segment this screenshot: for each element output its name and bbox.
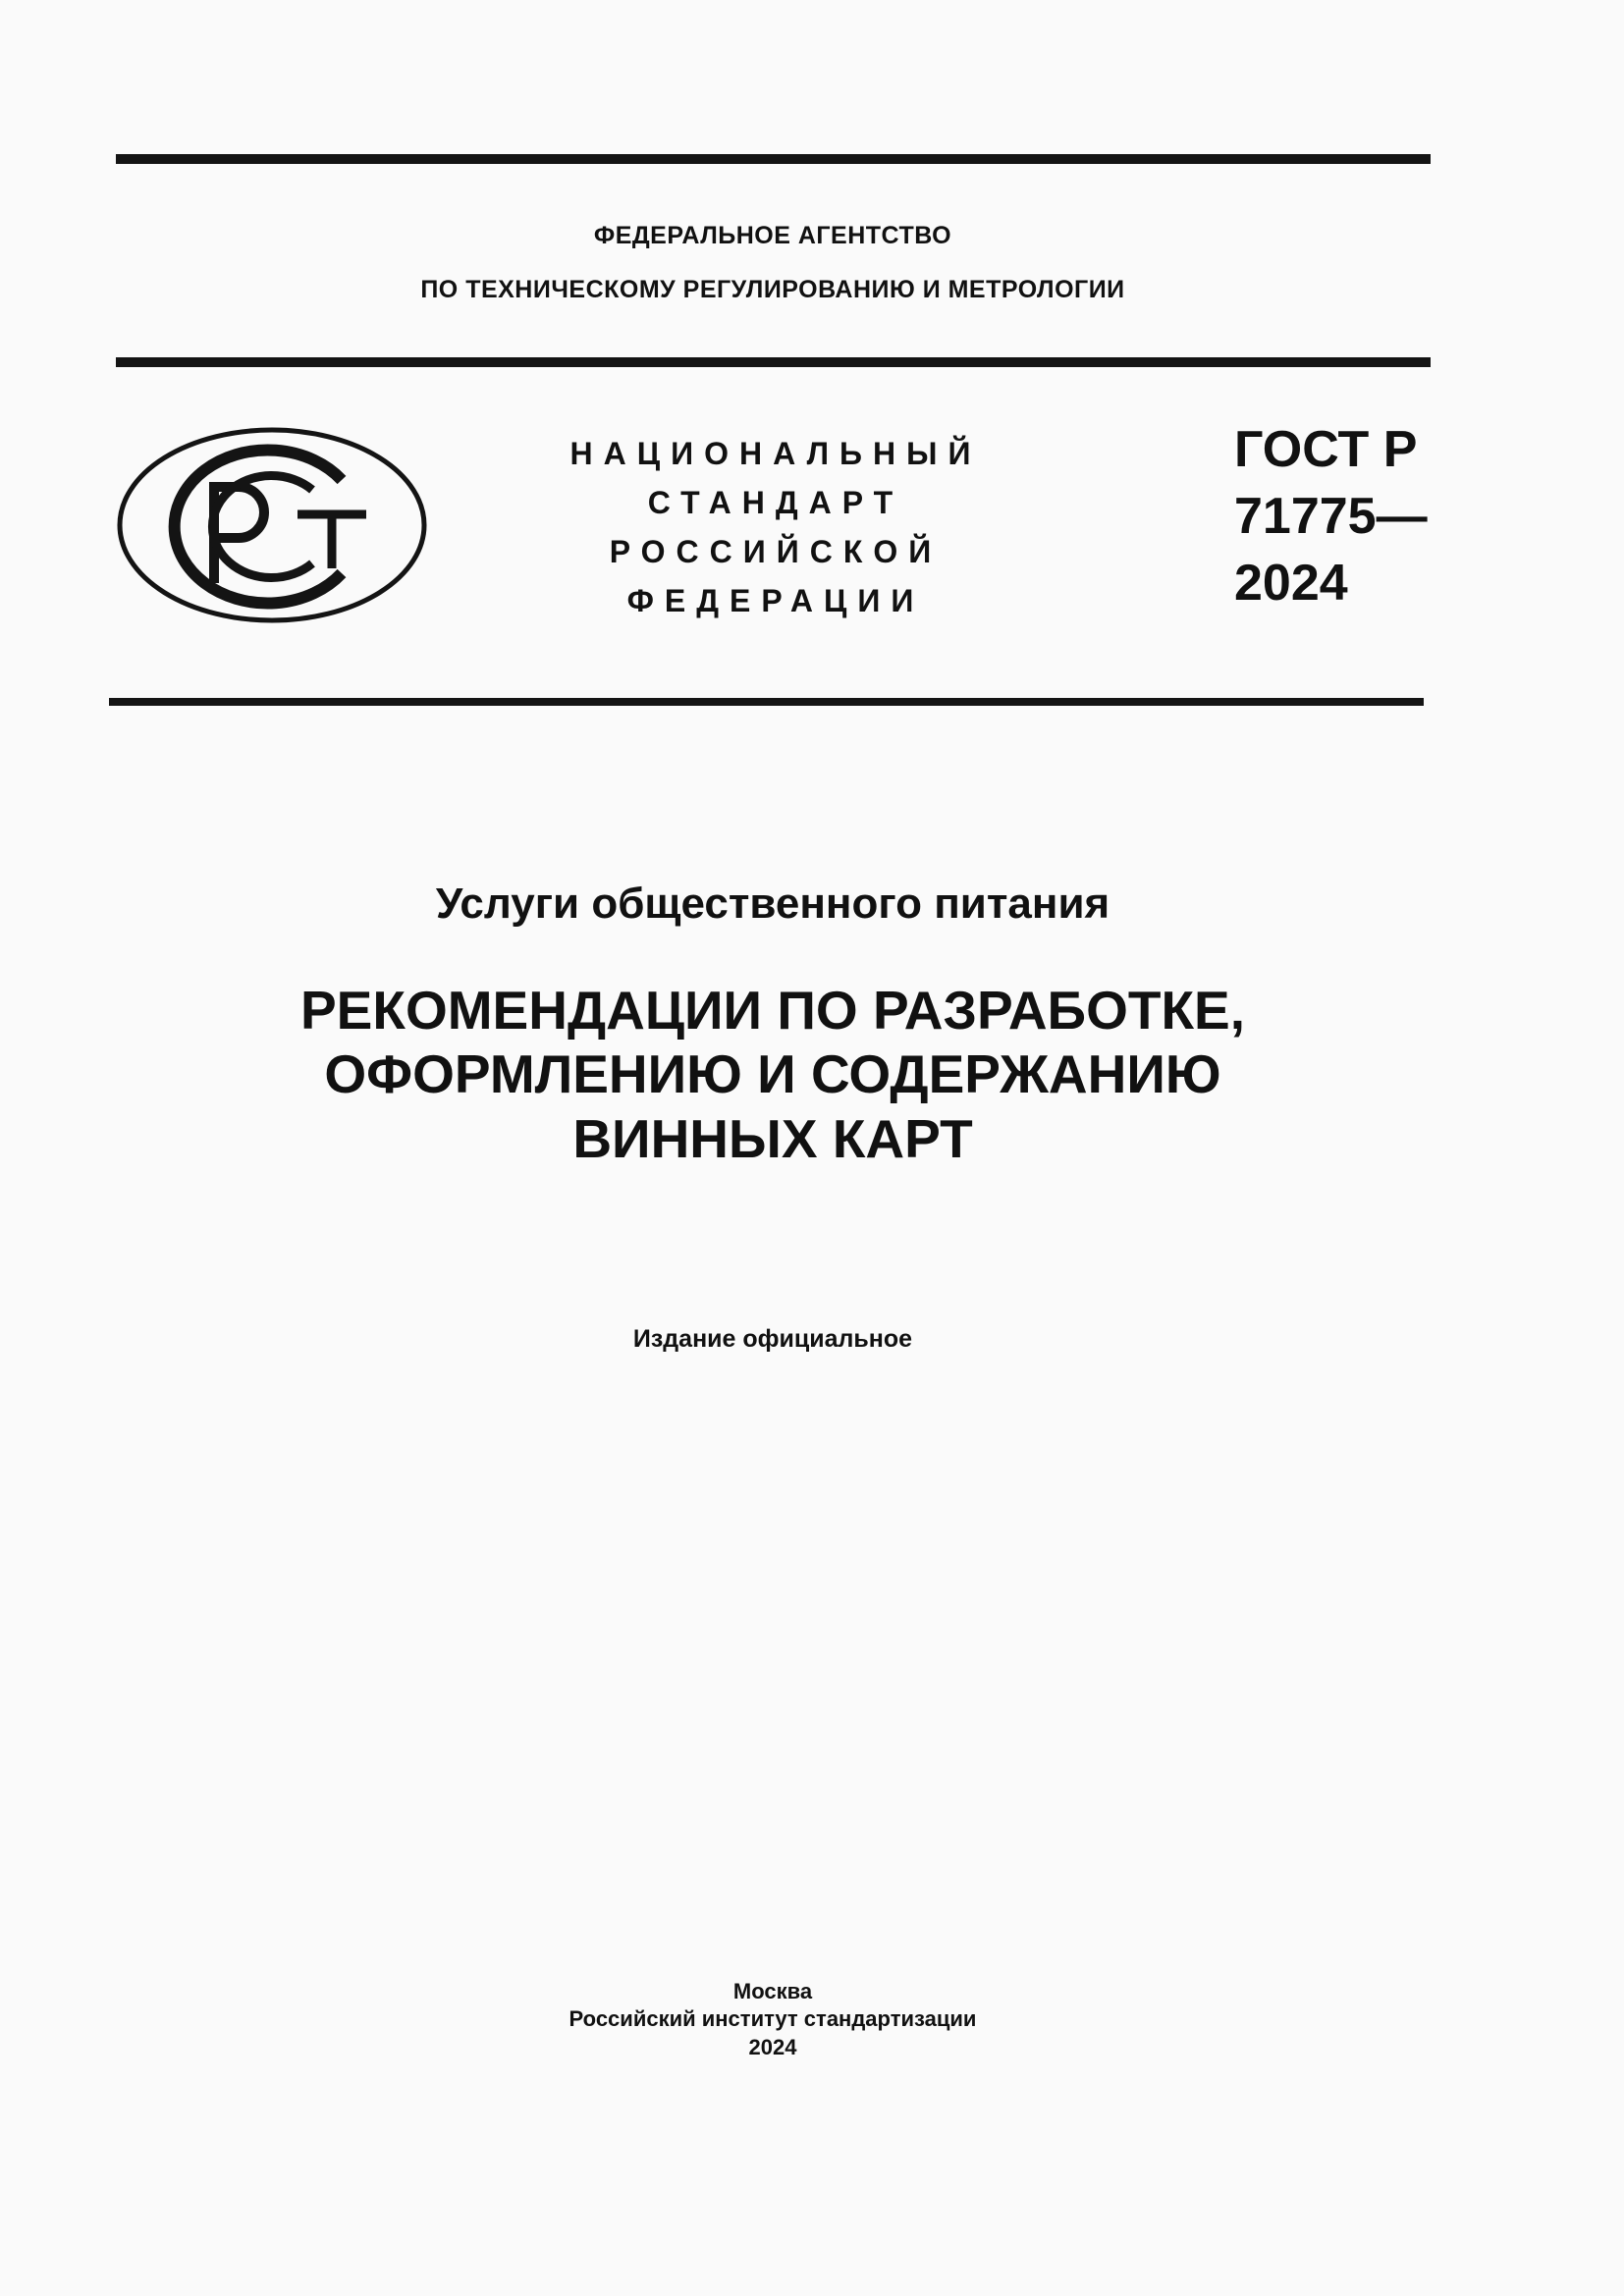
document-title-line-2: ОФОРМЛЕНИЮ И СОДЕРЖАНИЮ (324, 1043, 1221, 1104)
imprint-year: 2024 (748, 2035, 797, 2059)
edition-label: Издание официальное (632, 1325, 913, 1353)
standard-designation-line-3: 2024 (1234, 555, 1348, 612)
imprint-city: Москва (732, 1979, 813, 2003)
agency-name-line-2: ПО ТЕХНИЧЕСКОМУ РЕГУЛИРОВАНИЮ И МЕТРОЛОГИИ (420, 276, 1125, 303)
top-divider (116, 154, 1431, 164)
standard-designation-line-2: 71775— (1234, 488, 1428, 545)
header-divider (116, 357, 1431, 367)
rst-certification-mark-icon (116, 426, 428, 624)
standard-type-line-3: РОССИЙСКОЙ (609, 534, 943, 569)
document-title-line-1: РЕКОМЕНДАЦИИ ПО РАЗРАБОТКЕ, (300, 980, 1245, 1041)
standard-designation-line-1: ГОСТ Р (1234, 421, 1418, 478)
title-block-divider (109, 698, 1424, 706)
agency-name-line-1: ФЕДЕРАЛЬНОЕ АГЕНТСТВО (593, 222, 952, 249)
standard-type-line-2: СТАНДАРТ (647, 485, 904, 520)
document-subtitle: Услуги общественного питания (435, 880, 1110, 928)
document-title-line-3: ВИННЫХ КАРТ (572, 1108, 973, 1169)
imprint-publisher: Российский институт стандартизации (568, 2006, 977, 2031)
standard-type-line-1: НАЦИОНАЛЬНЫЙ (569, 436, 982, 471)
standard-type-line-4: ФЕДЕРАЦИИ (626, 583, 925, 618)
